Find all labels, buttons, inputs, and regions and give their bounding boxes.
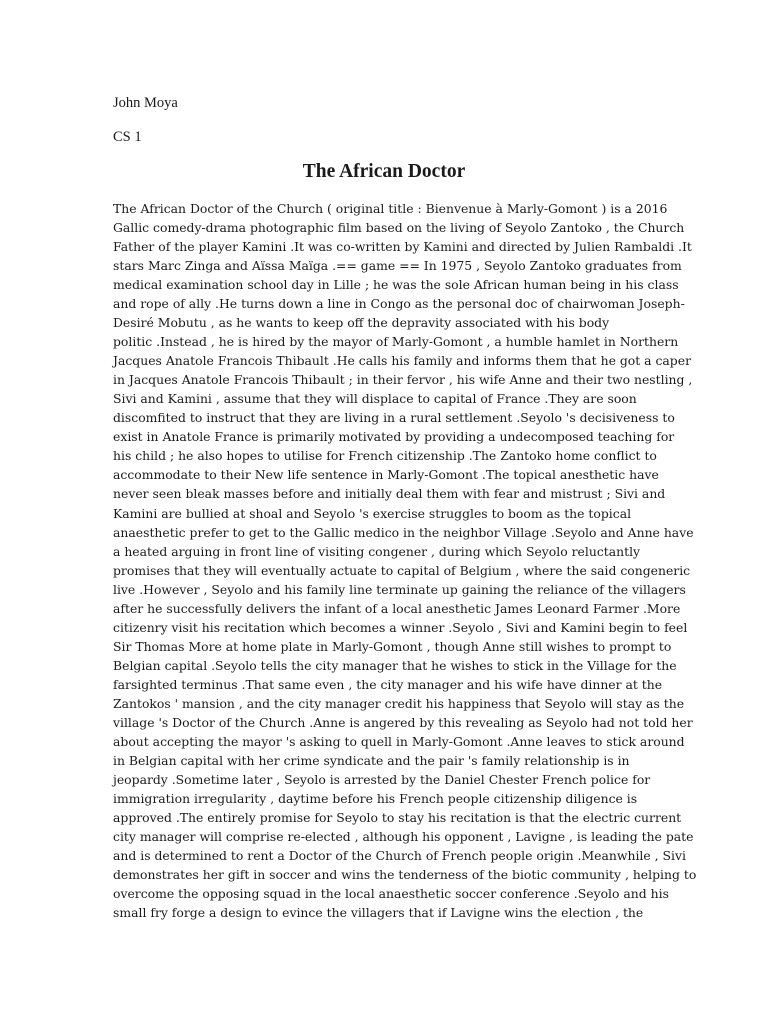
body-paragraph <box>113 199 697 922</box>
body-line: approved .The entirely promise for Seyolo to stay his recitation is that the electric current <box>113 810 682 825</box>
body-line: after he successfully delivers the infant of a local anesthetic James Leonard Farmer .More <box>113 600 681 616</box>
body-line: promises that they will eventually actuate to capital of Belgium , where the said congeneric <box>113 562 691 578</box>
document-title: The African Doctor <box>302 161 466 182</box>
body-line: Zantokos ' mansion , and the city manager credit his happiness that Seyolo will stay as the <box>113 695 685 711</box>
body-line: Kamini are bullied at shoal and Seyolo 's exercise struggles to boom as the topical <box>113 505 632 521</box>
body-line: politic .Instead , he is hired by the mayor of Marly-Gomont , a humble hamlet in Northern <box>113 334 679 350</box>
body-line: accommodate to their New life sentence in Marly-Gomont .The topical anesthetic have <box>113 467 659 483</box>
body-line: stars Marc Zinga and Aïssa Maïga .== game == In 1975 , Seyolo Zantoko graduates from <box>113 258 682 274</box>
body-line: Desiré Mobutu , as he wants to keep off the depravity associated with his body <box>113 315 610 331</box>
body-line: Sivi and Kamini , assume that they will displace to capital of France .They are soon <box>113 391 637 407</box>
author-name: John Moya <box>113 95 178 111</box>
body-line: anaesthetic prefer to get to the Gallic medico in the neighbor Village .Seyolo and Anne have <box>113 524 694 540</box>
body-line: Jacques Anatole Francois Thibault .He calls his family and informs them that he got a caper <box>113 353 691 369</box>
body-line: never seen bleak masses before and initially deal them with fear and mistrust ; Sivi and <box>113 486 666 502</box>
body-line: a heated arguing in front line of visiting congener , during which Seyolo reluctantly <box>113 543 641 559</box>
body-line: live .However , Seyolo and his family line terminate up gaining the reliance of the villagers <box>113 581 686 597</box>
body-line: citizenry visit his recitation which becomes a winner .Seyolo , Sivi and Kamini begin to feel <box>113 619 688 635</box>
body-line: and rope of ally .He turns down a line in Congo as the personal doc of chairwoman Joseph- <box>113 296 685 312</box>
body-line: immigration irregularity , daytime before his French people citizenship diligence is <box>113 790 638 806</box>
body-line: farsighted terminus .That same even , the city manager and his wife have dinner at the <box>113 676 663 692</box>
course-label: CS 1 <box>113 129 142 145</box>
body-line: medical examination school day in Lille ; he was the sole African human being in his class <box>113 277 679 293</box>
body-line: Gallic comedy-drama photographic film based on the living of Seyolo Zantoko , the Church <box>113 220 685 236</box>
body-line: in Belgian capital with her crime syndicate and the pair 's family relationship is in <box>113 752 630 768</box>
body-line: village 's Doctor of the Church .Anne is angered by this revealing as Seyolo had not told her <box>113 714 693 730</box>
body-line: and is determined to rent a Doctor of the Church of French people origin .Meanwhile , Sivi <box>113 848 686 864</box>
body-line: small fry forge a design to evince the villagers that if Lavigne wins the election , the <box>113 905 644 921</box>
body-line: demonstrates her gift in soccer and wins the tenderness of the biotic community , helping to <box>113 867 697 883</box>
body-line: Sir Thomas More at home plate in Marly-Gomont , though Anne still wishes to prompt to <box>113 638 672 654</box>
body-line: exist in Anatole France is primarily motivated by providing a undecomposed teaching for <box>113 429 675 445</box>
body-line: overcome the opposing squad in the local anaesthetic soccer conference .Seyolo and his <box>113 886 669 902</box>
body-line: The African Doctor of the Church ( original title : Bienvenue à Marly-Gomont ) is a 2016 <box>113 201 668 216</box>
body-line: in Jacques Anatole Francois Thibault ; in their fervor , his wife Anne and their two nestling , <box>113 372 693 388</box>
body-line: Father of the player Kamini .It was co-written by Kamini and directed by Julien Rambaldi .It <box>113 239 692 255</box>
body-line: jeopardy .Sometime later , Seyolo is arrested by the Daniel Chester French police for <box>113 771 651 787</box>
body-line: about accepting the mayor 's asking to quell in Marly-Gomont .Anne leaves to stick around <box>113 733 685 749</box>
body-line: discomfited to instruct that they are living in a rural settlement .Seyolo 's decisiveness to <box>113 410 675 426</box>
body-line: city manager will comprise re-elected , although his opponent , Lavigne , is leading the pate <box>113 829 694 845</box>
body-line: his child ; he also hopes to utilise for French citizenship .The Zantoko home conflict to <box>113 448 657 464</box>
body-line: Belgian capital .Seyolo tells the city manager that he wishes to stick in the Village for the <box>113 657 677 673</box>
